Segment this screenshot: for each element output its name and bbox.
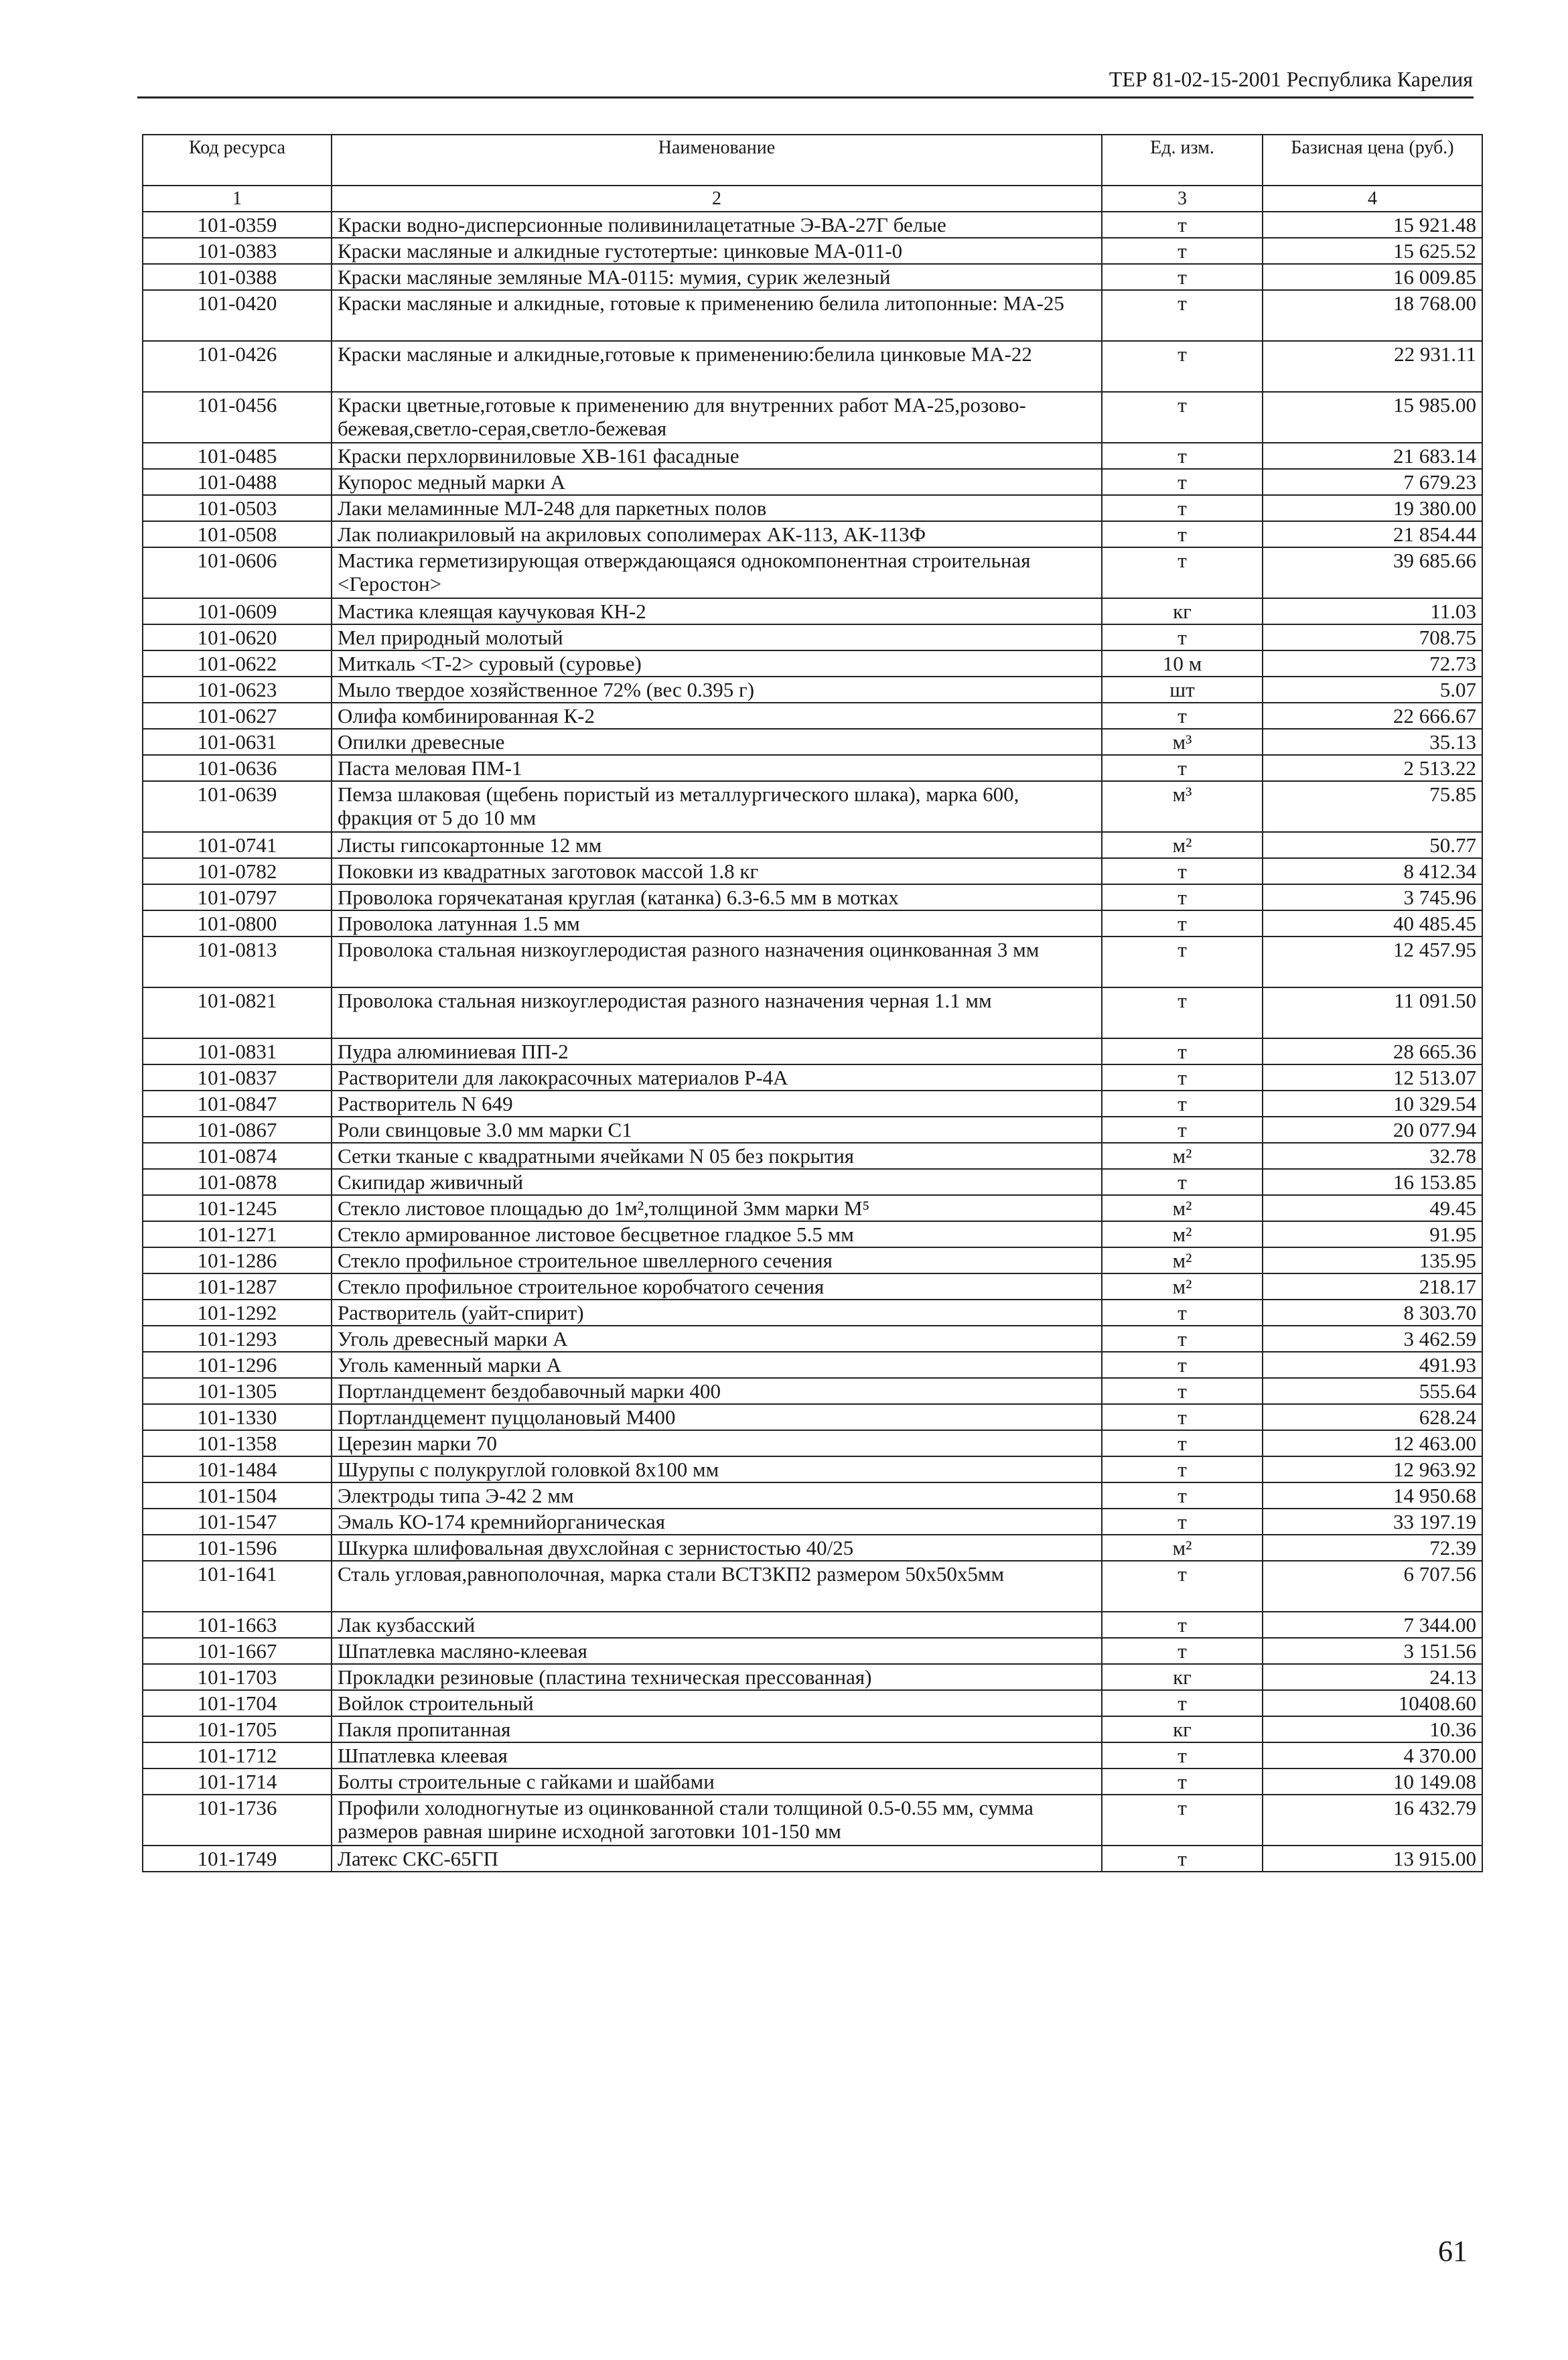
table-row — [143, 1561, 1482, 1612]
column-number-row — [143, 186, 1482, 212]
table-row — [143, 1352, 1482, 1378]
resource-name-cell: Краски масляные земляные МА-0115: мумия, сурик железный — [332, 264, 1102, 290]
column-header-name: Наименование — [332, 135, 1102, 186]
table-row — [143, 1509, 1482, 1535]
unit-cell: кг — [1102, 1664, 1263, 1690]
resource-name-cell: Стекло листовое площадью до 1м²,толщиной 3мм марки М⁵ — [332, 1195, 1102, 1221]
table-row — [143, 341, 1482, 392]
resource-code-cell: 101-0609 — [143, 598, 332, 624]
unit-cell: т — [1102, 521, 1263, 547]
resource-code-cell: 101-1504 — [143, 1482, 332, 1509]
unit-cell: т — [1102, 212, 1263, 238]
resource-name-cell: Шпатлевка масляно-клеевая — [332, 1638, 1102, 1664]
column-number: 1 — [143, 186, 332, 212]
unit-cell: т — [1102, 1638, 1263, 1664]
unit-cell: м² — [1102, 1143, 1263, 1169]
table-row — [143, 521, 1482, 547]
resource-name-cell: Стекло профильное строительное швеллерного сечения — [332, 1247, 1102, 1273]
resource-code-cell: 101-0867 — [143, 1117, 332, 1143]
resource-name-cell: Листы гипсокартонные 12 мм — [332, 832, 1102, 858]
unit-cell: т — [1102, 1846, 1263, 1872]
resource-name-cell: Проволока латунная 1.5 мм — [332, 910, 1102, 936]
unit-cell: м² — [1102, 1247, 1263, 1273]
resource-name-cell: Скипидар живичный — [332, 1169, 1102, 1195]
price-cell: 91.95 — [1263, 1221, 1482, 1247]
price-cell: 12 513.07 — [1263, 1064, 1482, 1091]
unit-cell: т — [1102, 1742, 1263, 1768]
resource-name-cell: Церезин марки 70 — [332, 1430, 1102, 1456]
table-row — [143, 1221, 1482, 1247]
table-row — [143, 703, 1482, 729]
resource-name-cell: Портландцемент бездобавочный марки 400 — [332, 1378, 1102, 1404]
price-cell: 15 625.52 — [1263, 238, 1482, 264]
price-cell: 21 854.44 — [1263, 521, 1482, 547]
price-cell: 16 153.85 — [1263, 1169, 1482, 1195]
unit-cell: м³ — [1102, 781, 1263, 832]
resource-code-cell: 101-0456 — [143, 392, 332, 443]
resource-code-cell: 101-1749 — [143, 1846, 332, 1872]
resource-code-cell: 101-0813 — [143, 936, 332, 987]
price-cell: 3 462.59 — [1263, 1326, 1482, 1352]
resource-name-cell: Стекло армированное листовое бесцветное гладкое 5.5 мм — [332, 1221, 1102, 1247]
price-cell: 491.93 — [1263, 1352, 1482, 1378]
resource-name-cell: Миткаль <Т-2> суровый (суровье) — [332, 650, 1102, 677]
unit-cell: т — [1102, 703, 1263, 729]
price-cell: 75.85 — [1263, 781, 1482, 832]
table-row — [143, 1300, 1482, 1326]
table-row — [143, 238, 1482, 264]
unit-cell: 10 м — [1102, 650, 1263, 677]
unit-cell: т — [1102, 1378, 1263, 1404]
unit-cell: т — [1102, 1064, 1263, 1091]
column-header-code: Код ресурса — [143, 135, 332, 186]
table-row — [143, 1064, 1482, 1091]
resource-name-cell: Краски водно-дисперсионные поливинилацетатные Э-ВА-27Г белые — [332, 212, 1102, 238]
resource-code-cell: 101-0508 — [143, 521, 332, 547]
table-row — [143, 1430, 1482, 1456]
resource-name-cell: Сетки тканые с квадратными ячейками N 05 без покрытия — [332, 1143, 1102, 1169]
table-row — [143, 624, 1482, 650]
table-row — [143, 547, 1482, 598]
price-cell: 2 513.22 — [1263, 755, 1482, 781]
resource-code-cell: 101-0847 — [143, 1091, 332, 1117]
table-row — [143, 598, 1482, 624]
resource-price-table — [142, 134, 1483, 1872]
unit-cell: т — [1102, 936, 1263, 987]
table-row — [143, 910, 1482, 936]
resource-name-cell: Мастика герметизирующая отверждающаяся однокомпонентная строительная <Геростон> — [332, 547, 1102, 598]
table-row — [143, 1535, 1482, 1561]
price-cell: 16 009.85 — [1263, 264, 1482, 290]
table-row — [143, 1795, 1482, 1846]
price-cell: 50.77 — [1263, 832, 1482, 858]
price-cell: 40 485.45 — [1263, 910, 1482, 936]
column-number: 4 — [1263, 186, 1482, 212]
unit-cell: т — [1102, 910, 1263, 936]
table-row — [143, 392, 1482, 443]
price-cell: 33 197.19 — [1263, 1509, 1482, 1535]
price-cell: 3 745.96 — [1263, 884, 1482, 910]
resource-name-cell: Краски масляные и алкидные, готовые к применению белила литопонные: МА-25 — [332, 290, 1102, 341]
resource-name-cell: Растворители для лакокрасочных материалов Р-4А — [332, 1064, 1102, 1091]
resource-name-cell: Пемза шлаковая (щебень пористый из металлургического шлака), марка 600, фракция от 5 до 10 мм — [332, 781, 1102, 832]
unit-cell: м² — [1102, 832, 1263, 858]
resource-code-cell: 101-0782 — [143, 858, 332, 884]
resource-code-cell: 101-0420 — [143, 290, 332, 341]
table-row — [143, 987, 1482, 1038]
table-row — [143, 729, 1482, 755]
unit-cell: м³ — [1102, 729, 1263, 755]
resource-name-cell: Эмаль КО-174 кремнийорганическая — [332, 1509, 1102, 1535]
resource-code-cell: 101-0388 — [143, 264, 332, 290]
price-cell: 135.95 — [1263, 1247, 1482, 1273]
price-cell: 22 666.67 — [1263, 703, 1482, 729]
price-cell: 555.64 — [1263, 1378, 1482, 1404]
resource-code-cell: 101-1293 — [143, 1326, 332, 1352]
resource-code-cell: 101-1714 — [143, 1768, 332, 1795]
table-row — [143, 1326, 1482, 1352]
table-row — [143, 650, 1482, 677]
price-cell: 39 685.66 — [1263, 547, 1482, 598]
price-cell: 20 077.94 — [1263, 1117, 1482, 1143]
resource-name-cell: Уголь каменный марки А — [332, 1352, 1102, 1378]
resource-name-cell: Прокладки резиновые (пластина техническая прессованная) — [332, 1664, 1102, 1690]
resource-code-cell: 101-1296 — [143, 1352, 332, 1378]
resource-name-cell: Поковки из квадратных заготовок массой 1.8 кг — [332, 858, 1102, 884]
resource-code-cell: 101-0503 — [143, 495, 332, 521]
price-cell: 16 432.79 — [1263, 1795, 1482, 1846]
price-cell: 14 950.68 — [1263, 1482, 1482, 1509]
resource-name-cell: Электроды типа Э-42 2 мм — [332, 1482, 1102, 1509]
price-cell: 8 303.70 — [1263, 1300, 1482, 1326]
price-cell: 19 380.00 — [1263, 495, 1482, 521]
unit-cell: т — [1102, 1561, 1263, 1612]
resource-code-cell: 101-1305 — [143, 1378, 332, 1404]
resource-name-cell: Краски цветные,готовые к применению для внутренних работ МА-25,розово-бежевая,светло-серая,светло-бежевая — [332, 392, 1102, 443]
page-header-title: ТЕР 81-02-15-2001 Республика Карелия — [1109, 67, 1473, 91]
table-header-row — [143, 135, 1482, 186]
table-row — [143, 1404, 1482, 1430]
resource-code-cell: 101-0359 — [143, 212, 332, 238]
resource-code-cell: 101-0620 — [143, 624, 332, 650]
price-cell: 18 768.00 — [1263, 290, 1482, 341]
unit-cell: т — [1102, 1169, 1263, 1195]
table-row — [143, 1612, 1482, 1638]
table-row — [143, 755, 1482, 781]
table-row — [143, 936, 1482, 987]
resource-name-cell: Сталь угловая,равнополочная, марка стали ВСТ3КП2 размером 50х50х5мм — [332, 1561, 1102, 1612]
resource-name-cell: Краски перхлорвиниловые ХВ-161 фасадные — [332, 443, 1102, 469]
resource-code-cell: 101-1292 — [143, 1300, 332, 1326]
price-cell: 7 344.00 — [1263, 1612, 1482, 1638]
price-cell: 11.03 — [1263, 598, 1482, 624]
table-row — [143, 1038, 1482, 1064]
resource-name-cell: Пакля пропитанная — [332, 1716, 1102, 1742]
unit-cell: т — [1102, 1795, 1263, 1846]
table-row — [143, 1143, 1482, 1169]
resource-code-cell: 101-1271 — [143, 1221, 332, 1247]
table-row — [143, 1716, 1482, 1742]
unit-cell: т — [1102, 392, 1263, 443]
resource-name-cell: Уголь древесный марки А — [332, 1326, 1102, 1352]
resource-code-cell: 101-0741 — [143, 832, 332, 858]
resource-code-cell: 101-0623 — [143, 677, 332, 703]
table-row — [143, 1117, 1482, 1143]
resource-name-cell: Профили холодногнутые из оцинкованной стали толщиной 0.5-0.55 мм, сумма размеров равная ширине исходной заготовки 101-150 мм — [332, 1795, 1102, 1846]
price-cell: 12 963.92 — [1263, 1456, 1482, 1482]
resource-name-cell: Латекс СКС-65ГП — [332, 1846, 1102, 1872]
price-cell: 628.24 — [1263, 1404, 1482, 1430]
resource-name-cell: Проволока стальная низкоуглеродистая разного назначения черная 1.1 мм — [332, 987, 1102, 1038]
unit-cell: т — [1102, 1091, 1263, 1117]
resource-code-cell: 101-0485 — [143, 443, 332, 469]
resource-code-cell: 101-1704 — [143, 1690, 332, 1716]
table-row — [143, 884, 1482, 910]
table-row — [143, 1742, 1482, 1768]
unit-cell: кг — [1102, 1716, 1263, 1742]
price-cell: 15 921.48 — [1263, 212, 1482, 238]
price-cell: 32.78 — [1263, 1143, 1482, 1169]
price-cell: 7 679.23 — [1263, 469, 1482, 495]
resource-code-cell: 101-0639 — [143, 781, 332, 832]
resource-code-cell: 101-0606 — [143, 547, 332, 598]
price-cell: 15 985.00 — [1263, 392, 1482, 443]
resource-name-cell: Шурупы с полукруглой головкой 8х100 мм — [332, 1456, 1102, 1482]
table-body — [143, 212, 1482, 1872]
unit-cell: т — [1102, 1117, 1263, 1143]
price-cell: 12 463.00 — [1263, 1430, 1482, 1456]
resource-code-cell: 101-0627 — [143, 703, 332, 729]
price-cell: 72.73 — [1263, 650, 1482, 677]
resource-code-cell: 101-0874 — [143, 1143, 332, 1169]
unit-cell: т — [1102, 1509, 1263, 1535]
table-row — [143, 1846, 1482, 1872]
unit-cell: т — [1102, 443, 1263, 469]
unit-cell: м² — [1102, 1535, 1263, 1561]
price-cell: 13 915.00 — [1263, 1846, 1482, 1872]
price-cell: 10.36 — [1263, 1716, 1482, 1742]
resource-code-cell: 101-0878 — [143, 1169, 332, 1195]
resource-code-cell: 101-0383 — [143, 238, 332, 264]
table-row — [143, 212, 1482, 238]
resource-name-cell: Растворитель N 649 — [332, 1091, 1102, 1117]
page-number: 61 — [1438, 2235, 1468, 2268]
unit-cell: м² — [1102, 1221, 1263, 1247]
table-row — [143, 1638, 1482, 1664]
unit-cell: т — [1102, 1326, 1263, 1352]
resource-code-cell: 101-1703 — [143, 1664, 332, 1690]
table-row — [143, 1273, 1482, 1300]
table-row — [143, 264, 1482, 290]
header-divider — [137, 96, 1474, 98]
unit-cell: т — [1102, 1404, 1263, 1430]
resource-code-cell: 101-1358 — [143, 1430, 332, 1456]
table-row — [143, 443, 1482, 469]
price-cell: 72.39 — [1263, 1535, 1482, 1561]
resource-code-cell: 101-1712 — [143, 1742, 332, 1768]
resource-code-cell: 101-0488 — [143, 469, 332, 495]
price-cell: 8 412.34 — [1263, 858, 1482, 884]
resource-name-cell: Пудра алюминиевая ПП-2 — [332, 1038, 1102, 1064]
unit-cell: т — [1102, 495, 1263, 521]
unit-cell: т — [1102, 624, 1263, 650]
unit-cell: т — [1102, 1352, 1263, 1378]
resource-name-cell: Паста меловая ПМ-1 — [332, 755, 1102, 781]
resource-code-cell: 101-0837 — [143, 1064, 332, 1091]
price-cell: 4 370.00 — [1263, 1742, 1482, 1768]
resource-name-cell: Шпатлевка клеевая — [332, 1742, 1102, 1768]
table-row — [143, 858, 1482, 884]
price-cell: 5.07 — [1263, 677, 1482, 703]
resource-name-cell: Проволока горячекатаная круглая (катанка) 6.3-6.5 мм в мотках — [332, 884, 1102, 910]
resource-name-cell: Растворитель (уайт-спирит) — [332, 1300, 1102, 1326]
resource-code-cell: 101-0831 — [143, 1038, 332, 1064]
unit-cell: т — [1102, 1612, 1263, 1638]
resource-name-cell: Мастика клеящая каучуковая КН-2 — [332, 598, 1102, 624]
resource-name-cell: Лаки меламинные МЛ-248 для паркетных полов — [332, 495, 1102, 521]
unit-cell: т — [1102, 1038, 1263, 1064]
price-cell: 6 707.56 — [1263, 1561, 1482, 1612]
table-row — [143, 1690, 1482, 1716]
price-cell: 10408.60 — [1263, 1690, 1482, 1716]
resource-code-cell: 101-1663 — [143, 1612, 332, 1638]
unit-cell: кг — [1102, 598, 1263, 624]
unit-cell: т — [1102, 1456, 1263, 1482]
price-cell: 24.13 — [1263, 1664, 1482, 1690]
resource-name-cell: Лак полиакриловый на акриловых сополимерах АК-113, АК-113Ф — [332, 521, 1102, 547]
resource-name-cell: Мыло твердое хозяйственное 72% (вес 0.395 г) — [332, 677, 1102, 703]
resource-name-cell: Шкурка шлифовальная двухслойная с зернистостью 40/25 — [332, 1535, 1102, 1561]
resource-code-cell: 101-0797 — [143, 884, 332, 910]
price-cell: 11 091.50 — [1263, 987, 1482, 1038]
resource-name-cell: Краски масляные и алкидные,готовые к применению:белила цинковые МА-22 — [332, 341, 1102, 392]
table-row — [143, 1169, 1482, 1195]
resource-name-cell: Проволока стальная низкоуглеродистая разного назначения оцинкованная 3 мм — [332, 936, 1102, 987]
unit-cell: т — [1102, 1482, 1263, 1509]
table-row — [143, 1768, 1482, 1795]
resource-code-cell: 101-0636 — [143, 755, 332, 781]
resource-name-cell: Мел природный молотый — [332, 624, 1102, 650]
resource-code-cell: 101-1705 — [143, 1716, 332, 1742]
table-row — [143, 1091, 1482, 1117]
column-number: 3 — [1102, 186, 1263, 212]
table-row — [143, 290, 1482, 341]
resource-code-cell: 101-1547 — [143, 1509, 332, 1535]
column-header-unit: Ед. изм. — [1102, 135, 1263, 186]
unit-cell: т — [1102, 469, 1263, 495]
unit-cell: т — [1102, 1690, 1263, 1716]
resource-name-cell: Краски масляные и алкидные густотертые: цинковые МА-011-0 — [332, 238, 1102, 264]
table-row — [143, 1247, 1482, 1273]
column-number: 2 — [332, 186, 1102, 212]
resource-name-cell: Портландцемент пуццолановый М400 — [332, 1404, 1102, 1430]
price-cell: 21 683.14 — [1263, 443, 1482, 469]
resource-code-cell: 101-1330 — [143, 1404, 332, 1430]
price-cell: 10 329.54 — [1263, 1091, 1482, 1117]
table-row — [143, 495, 1482, 521]
table-row — [143, 677, 1482, 703]
resource-code-cell: 101-0821 — [143, 987, 332, 1038]
table-row — [143, 1378, 1482, 1404]
unit-cell: т — [1102, 1300, 1263, 1326]
resource-code-cell: 101-1736 — [143, 1795, 332, 1846]
table-row — [143, 469, 1482, 495]
price-cell: 708.75 — [1263, 624, 1482, 650]
resource-code-cell: 101-1667 — [143, 1638, 332, 1664]
price-cell: 22 931.11 — [1263, 341, 1482, 392]
price-cell: 218.17 — [1263, 1273, 1482, 1300]
table-row — [143, 1195, 1482, 1221]
table-row — [143, 1664, 1482, 1690]
unit-cell: т — [1102, 238, 1263, 264]
table-row — [143, 832, 1482, 858]
unit-cell: т — [1102, 290, 1263, 341]
resource-name-cell: Войлок строительный — [332, 1690, 1102, 1716]
table-row — [143, 781, 1482, 832]
column-header-price: Базисная цена (руб.) — [1263, 135, 1482, 186]
resource-code-cell: 101-0631 — [143, 729, 332, 755]
resource-code-cell: 101-1641 — [143, 1561, 332, 1612]
table-row — [143, 1482, 1482, 1509]
price-cell: 35.13 — [1263, 729, 1482, 755]
unit-cell: т — [1102, 858, 1263, 884]
resource-code-cell: 101-0800 — [143, 910, 332, 936]
unit-cell: т — [1102, 755, 1263, 781]
resource-code-cell: 101-1245 — [143, 1195, 332, 1221]
resource-code-cell: 101-0622 — [143, 650, 332, 677]
table-row — [143, 1456, 1482, 1482]
resource-name-cell: Олифа комбинированная К-2 — [332, 703, 1102, 729]
price-cell: 49.45 — [1263, 1195, 1482, 1221]
unit-cell: т — [1102, 264, 1263, 290]
price-cell: 12 457.95 — [1263, 936, 1482, 987]
resource-name-cell: Опилки древесные — [332, 729, 1102, 755]
unit-cell: м² — [1102, 1273, 1263, 1300]
unit-cell: т — [1102, 547, 1263, 598]
unit-cell: т — [1102, 884, 1263, 910]
resource-code-cell: 101-1286 — [143, 1247, 332, 1273]
resource-name-cell: Стекло профильное строительное коробчатого сечения — [332, 1273, 1102, 1300]
price-cell: 3 151.56 — [1263, 1638, 1482, 1664]
unit-cell: м² — [1102, 1195, 1263, 1221]
resource-code-cell: 101-1287 — [143, 1273, 332, 1300]
unit-cell: шт — [1102, 677, 1263, 703]
resource-code-cell: 101-0426 — [143, 341, 332, 392]
price-cell: 10 149.08 — [1263, 1768, 1482, 1795]
unit-cell: т — [1102, 341, 1263, 392]
resource-code-cell: 101-1596 — [143, 1535, 332, 1561]
resource-code-cell: 101-1484 — [143, 1456, 332, 1482]
unit-cell: т — [1102, 1430, 1263, 1456]
price-cell: 28 665.36 — [1263, 1038, 1482, 1064]
resource-name-cell: Лак кузбасский — [332, 1612, 1102, 1638]
resource-name-cell: Купорос медный марки А — [332, 469, 1102, 495]
resource-name-cell: Роли свинцовые 3.0 мм марки С1 — [332, 1117, 1102, 1143]
unit-cell: т — [1102, 1768, 1263, 1795]
resource-name-cell: Болты строительные с гайками и шайбами — [332, 1768, 1102, 1795]
unit-cell: т — [1102, 987, 1263, 1038]
